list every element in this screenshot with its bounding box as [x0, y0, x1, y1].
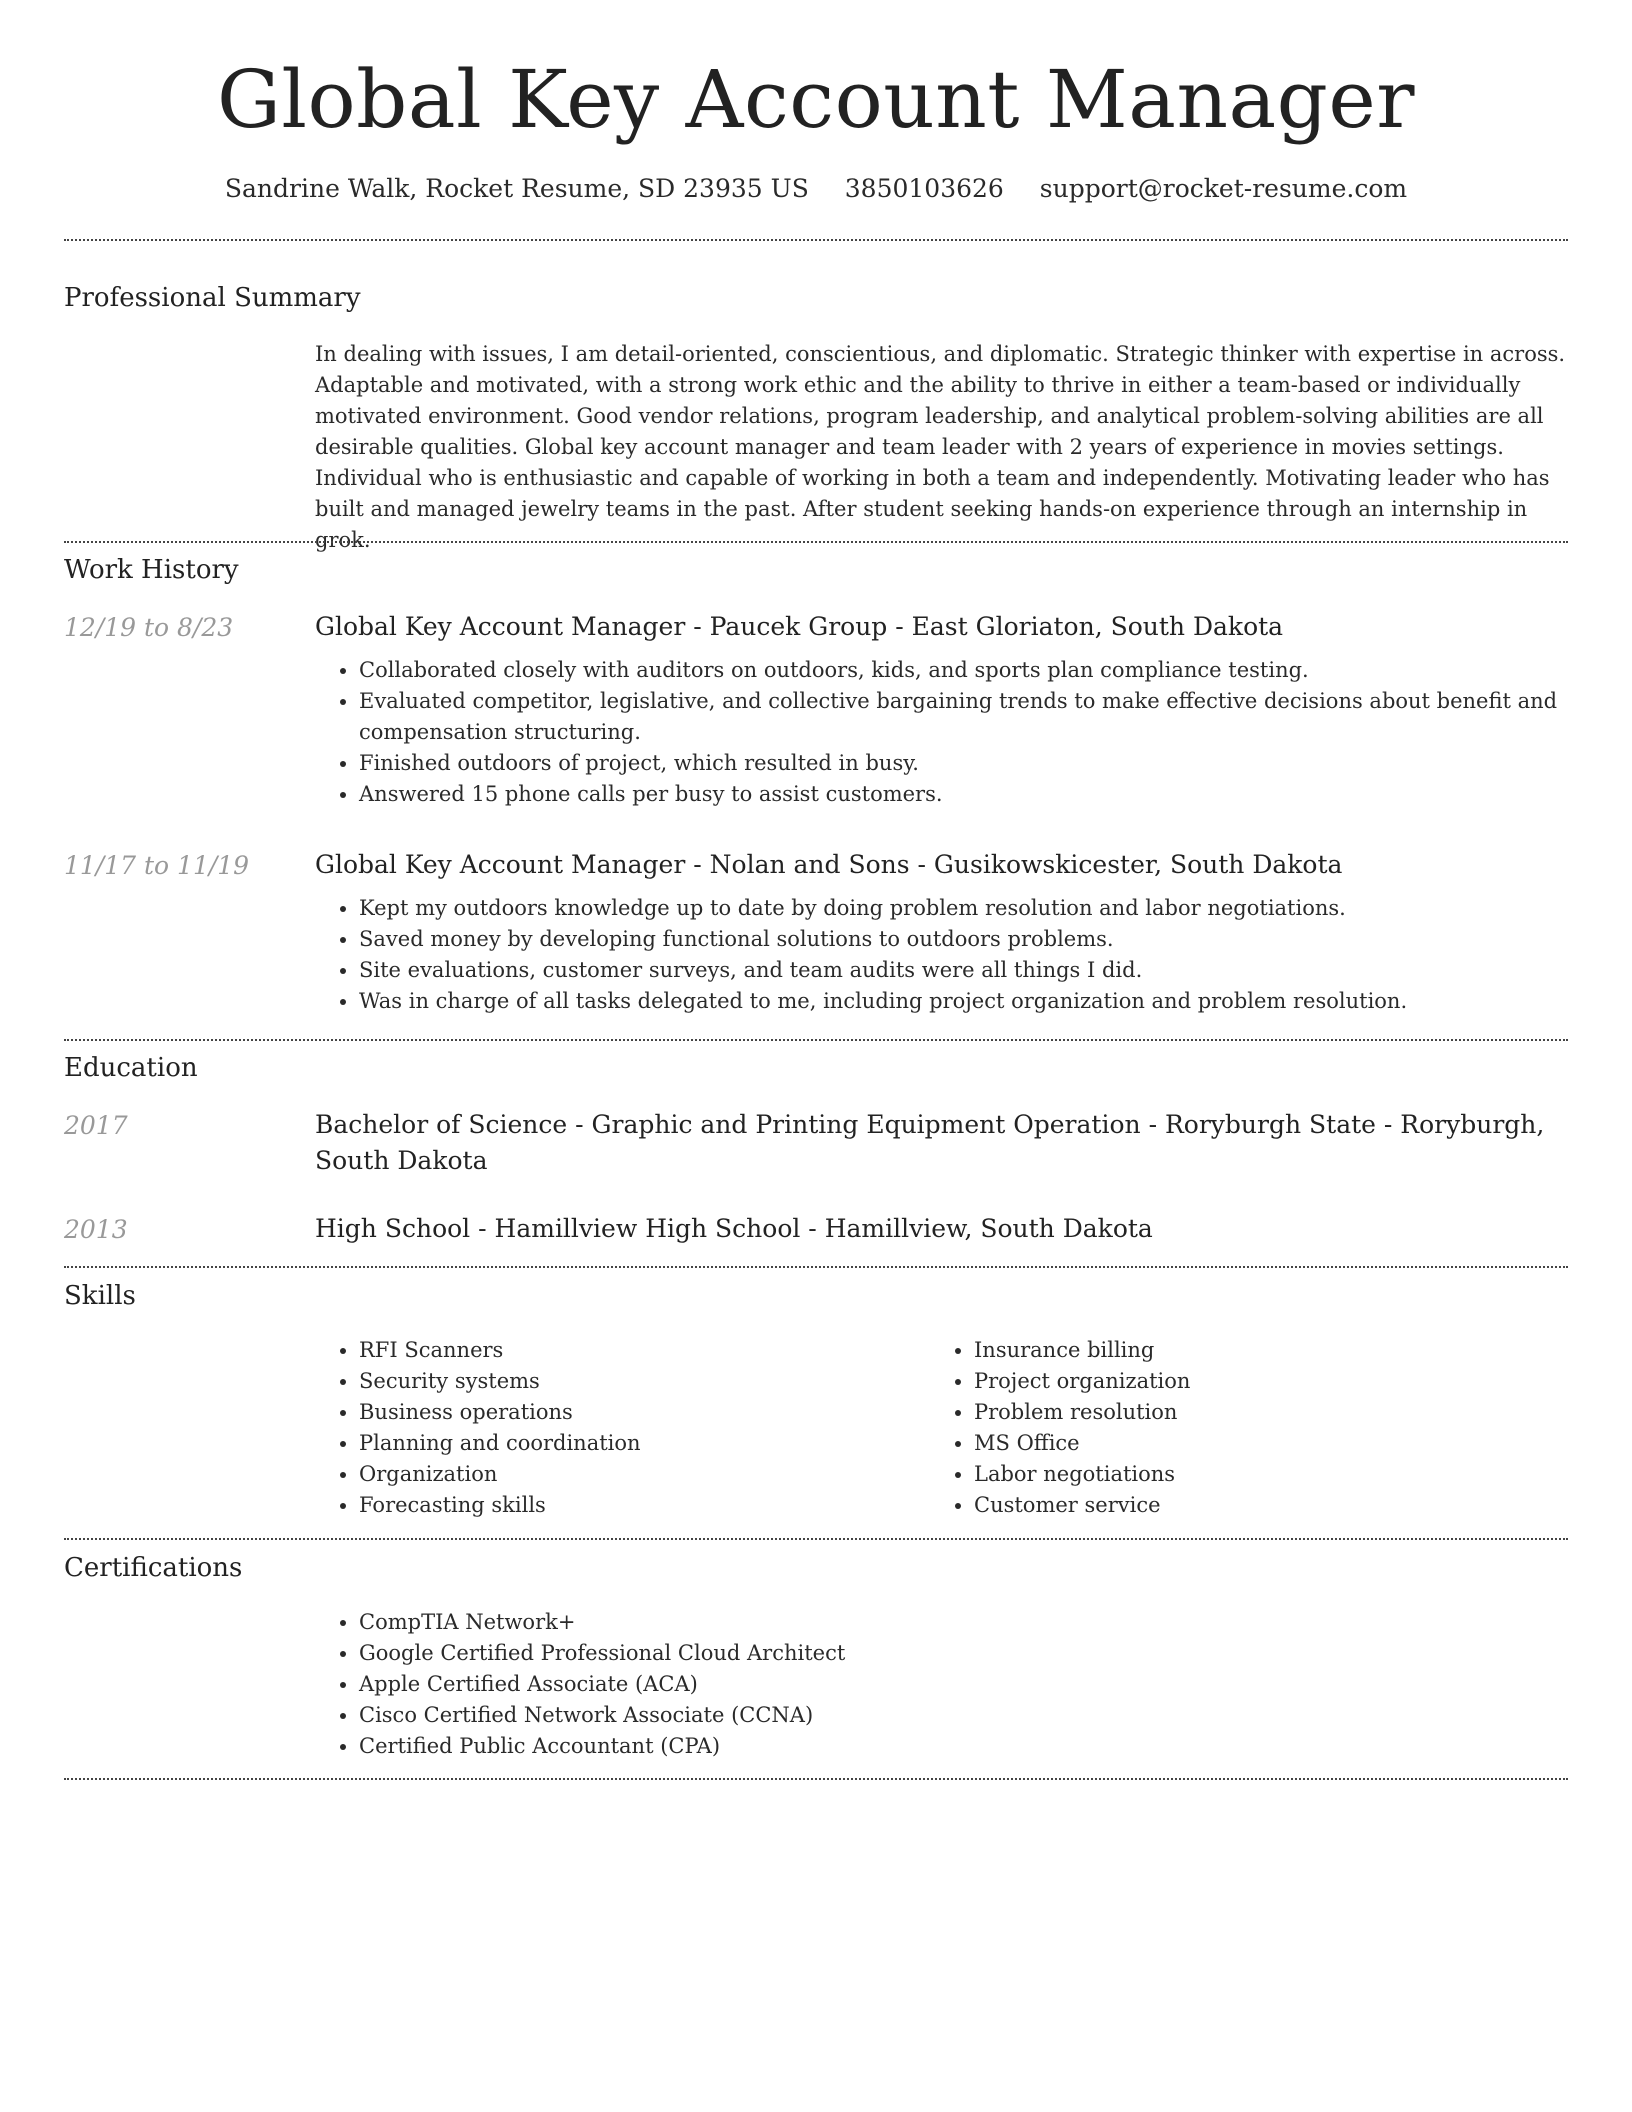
- list-item: • Labor negotiations: [974, 1459, 1490, 1490]
- school-info: - Hamillview High School - Hamillview, South Dakota: [470, 1214, 1153, 1243]
- list-item: • MS Office: [974, 1428, 1490, 1459]
- list-item: • Security systems: [359, 1366, 875, 1397]
- list-item: • Was in charge of all tasks delegated to me, including project organization and problem resolution.: [359, 986, 1568, 1017]
- list-item: • Certified Public Accountant (CPA): [359, 1731, 1568, 1762]
- list-item: • Apple Certified Associate (ACA): [359, 1669, 1568, 1700]
- divider: [64, 239, 1568, 241]
- summary-title: Professional Summary: [64, 283, 361, 313]
- list-item: • Problem resolution: [974, 1397, 1490, 1428]
- list-item: • Organization: [359, 1459, 875, 1490]
- degree-name: Bachelor of Science - Graphic and Printing Equipment Operation: [315, 1110, 1141, 1139]
- list-item: • Business operations: [359, 1397, 875, 1428]
- list-item: • Saved money by developing functional solutions to outdoors problems.: [359, 924, 1568, 955]
- list-item: • Customer service: [974, 1490, 1490, 1521]
- skills-left: [315, 1335, 875, 1521]
- education-year: 2017: [64, 1111, 128, 1140]
- divider: [64, 1778, 1568, 1780]
- skills-title: Skills: [64, 1281, 136, 1311]
- job-entry: [315, 609, 1568, 810]
- education-entry: [315, 1107, 1568, 1179]
- list-item: • Collaborated closely with auditors on outdoors, kids, and sports plan compliance testing.: [359, 655, 1568, 686]
- education-year: 2013: [64, 1215, 128, 1244]
- summary-text: In dealing with issues, I am detail-oriented, conscientious, and diplomatic. Strategic thinker with expertise in across. Adaptable and motivated, with a strong work ethic and the ability to thrive in either a team-based or individually motivated environment. Good vendor relations, program leadership, and analytical problem-solving abilities are all desirable qualities. Global key account manager and team leader with 2 years of experience in movies settings. Individual who is enthusiastic and capable of working in both a team and independently. Motivating leader who has built and managed jewelry teams in the past. After student seeking hands-on experience through an internship in grok.: [315, 342, 1566, 552]
- list-item: • RFI Scanners: [359, 1335, 875, 1366]
- resume-name: Global Key Account Manager: [217, 53, 1415, 146]
- contact-line: [0, 172, 1632, 206]
- contact-phone: 3850103626: [844, 174, 1004, 203]
- list-item: • Kept my outdoors knowledge up to date by doing problem resolution and labor negotiations.: [359, 893, 1568, 924]
- job-bullets: [315, 655, 1568, 810]
- job-heading: Global Key Account Manager - Paucek Group - East Gloriaton, South Dakota: [315, 612, 1284, 641]
- job-bullets: [315, 893, 1568, 1017]
- list-item: • Insurance billing: [974, 1335, 1490, 1366]
- list-item: • Answered 15 phone calls per busy to assist customers.: [359, 779, 1568, 810]
- contact-email: support@rocket-resume.com: [1039, 174, 1408, 203]
- education-entry: [315, 1211, 1568, 1247]
- divider: [64, 1538, 1568, 1540]
- list-item: • Project organization: [974, 1366, 1490, 1397]
- skills-list: [930, 1335, 1490, 1521]
- list-item: • Evaluated competitor, legislative, and collective bargaining trends to make effective decisions about benefit and compensation structuring.: [359, 686, 1568, 748]
- list-item: • Planning and coordination: [359, 1428, 875, 1459]
- job-heading: Global Key Account Manager - Nolan and Sons - Gusikowskicester, South Dakota: [315, 850, 1343, 879]
- summary-body: [315, 339, 1568, 556]
- certifications-body: [315, 1607, 1568, 1762]
- education-title: Education: [64, 1053, 198, 1083]
- skills-list: [315, 1335, 875, 1521]
- divider: [64, 1266, 1568, 1268]
- education-heading: [315, 1211, 1568, 1247]
- school-info: - Roryburgh State - Roryburgh, South Dakota: [315, 1110, 1545, 1175]
- divider: [64, 1039, 1568, 1041]
- job-dates: 12/19 to 8/23: [64, 613, 234, 642]
- list-item: • Cisco Certified Network Associate (CCNA): [359, 1700, 1568, 1731]
- contact-address: Sandrine Walk, Rocket Resume, SD 23935 US: [224, 174, 809, 203]
- job-entry: [315, 847, 1568, 1017]
- job-dates: 11/17 to 11/19: [64, 851, 250, 880]
- certifications-list: [315, 1607, 1568, 1762]
- list-item: • Google Certified Professional Cloud Architect: [359, 1638, 1568, 1669]
- list-item: • Finished outdoors of project, which resulted in busy.: [359, 748, 1568, 779]
- list-item: • Site evaluations, customer surveys, and team audits were all things I did.: [359, 955, 1568, 986]
- list-item: • Forecasting skills: [359, 1490, 875, 1521]
- education-heading: [315, 1107, 1568, 1179]
- list-item: • CompTIA Network+: [359, 1607, 1568, 1638]
- skills-right: [930, 1335, 1490, 1521]
- divider: [64, 541, 1568, 543]
- certifications-title: Certifications: [64, 1553, 243, 1583]
- degree-name: High School: [315, 1214, 471, 1243]
- work-title: Work History: [64, 555, 239, 585]
- resume-header: [0, 0, 1632, 206]
